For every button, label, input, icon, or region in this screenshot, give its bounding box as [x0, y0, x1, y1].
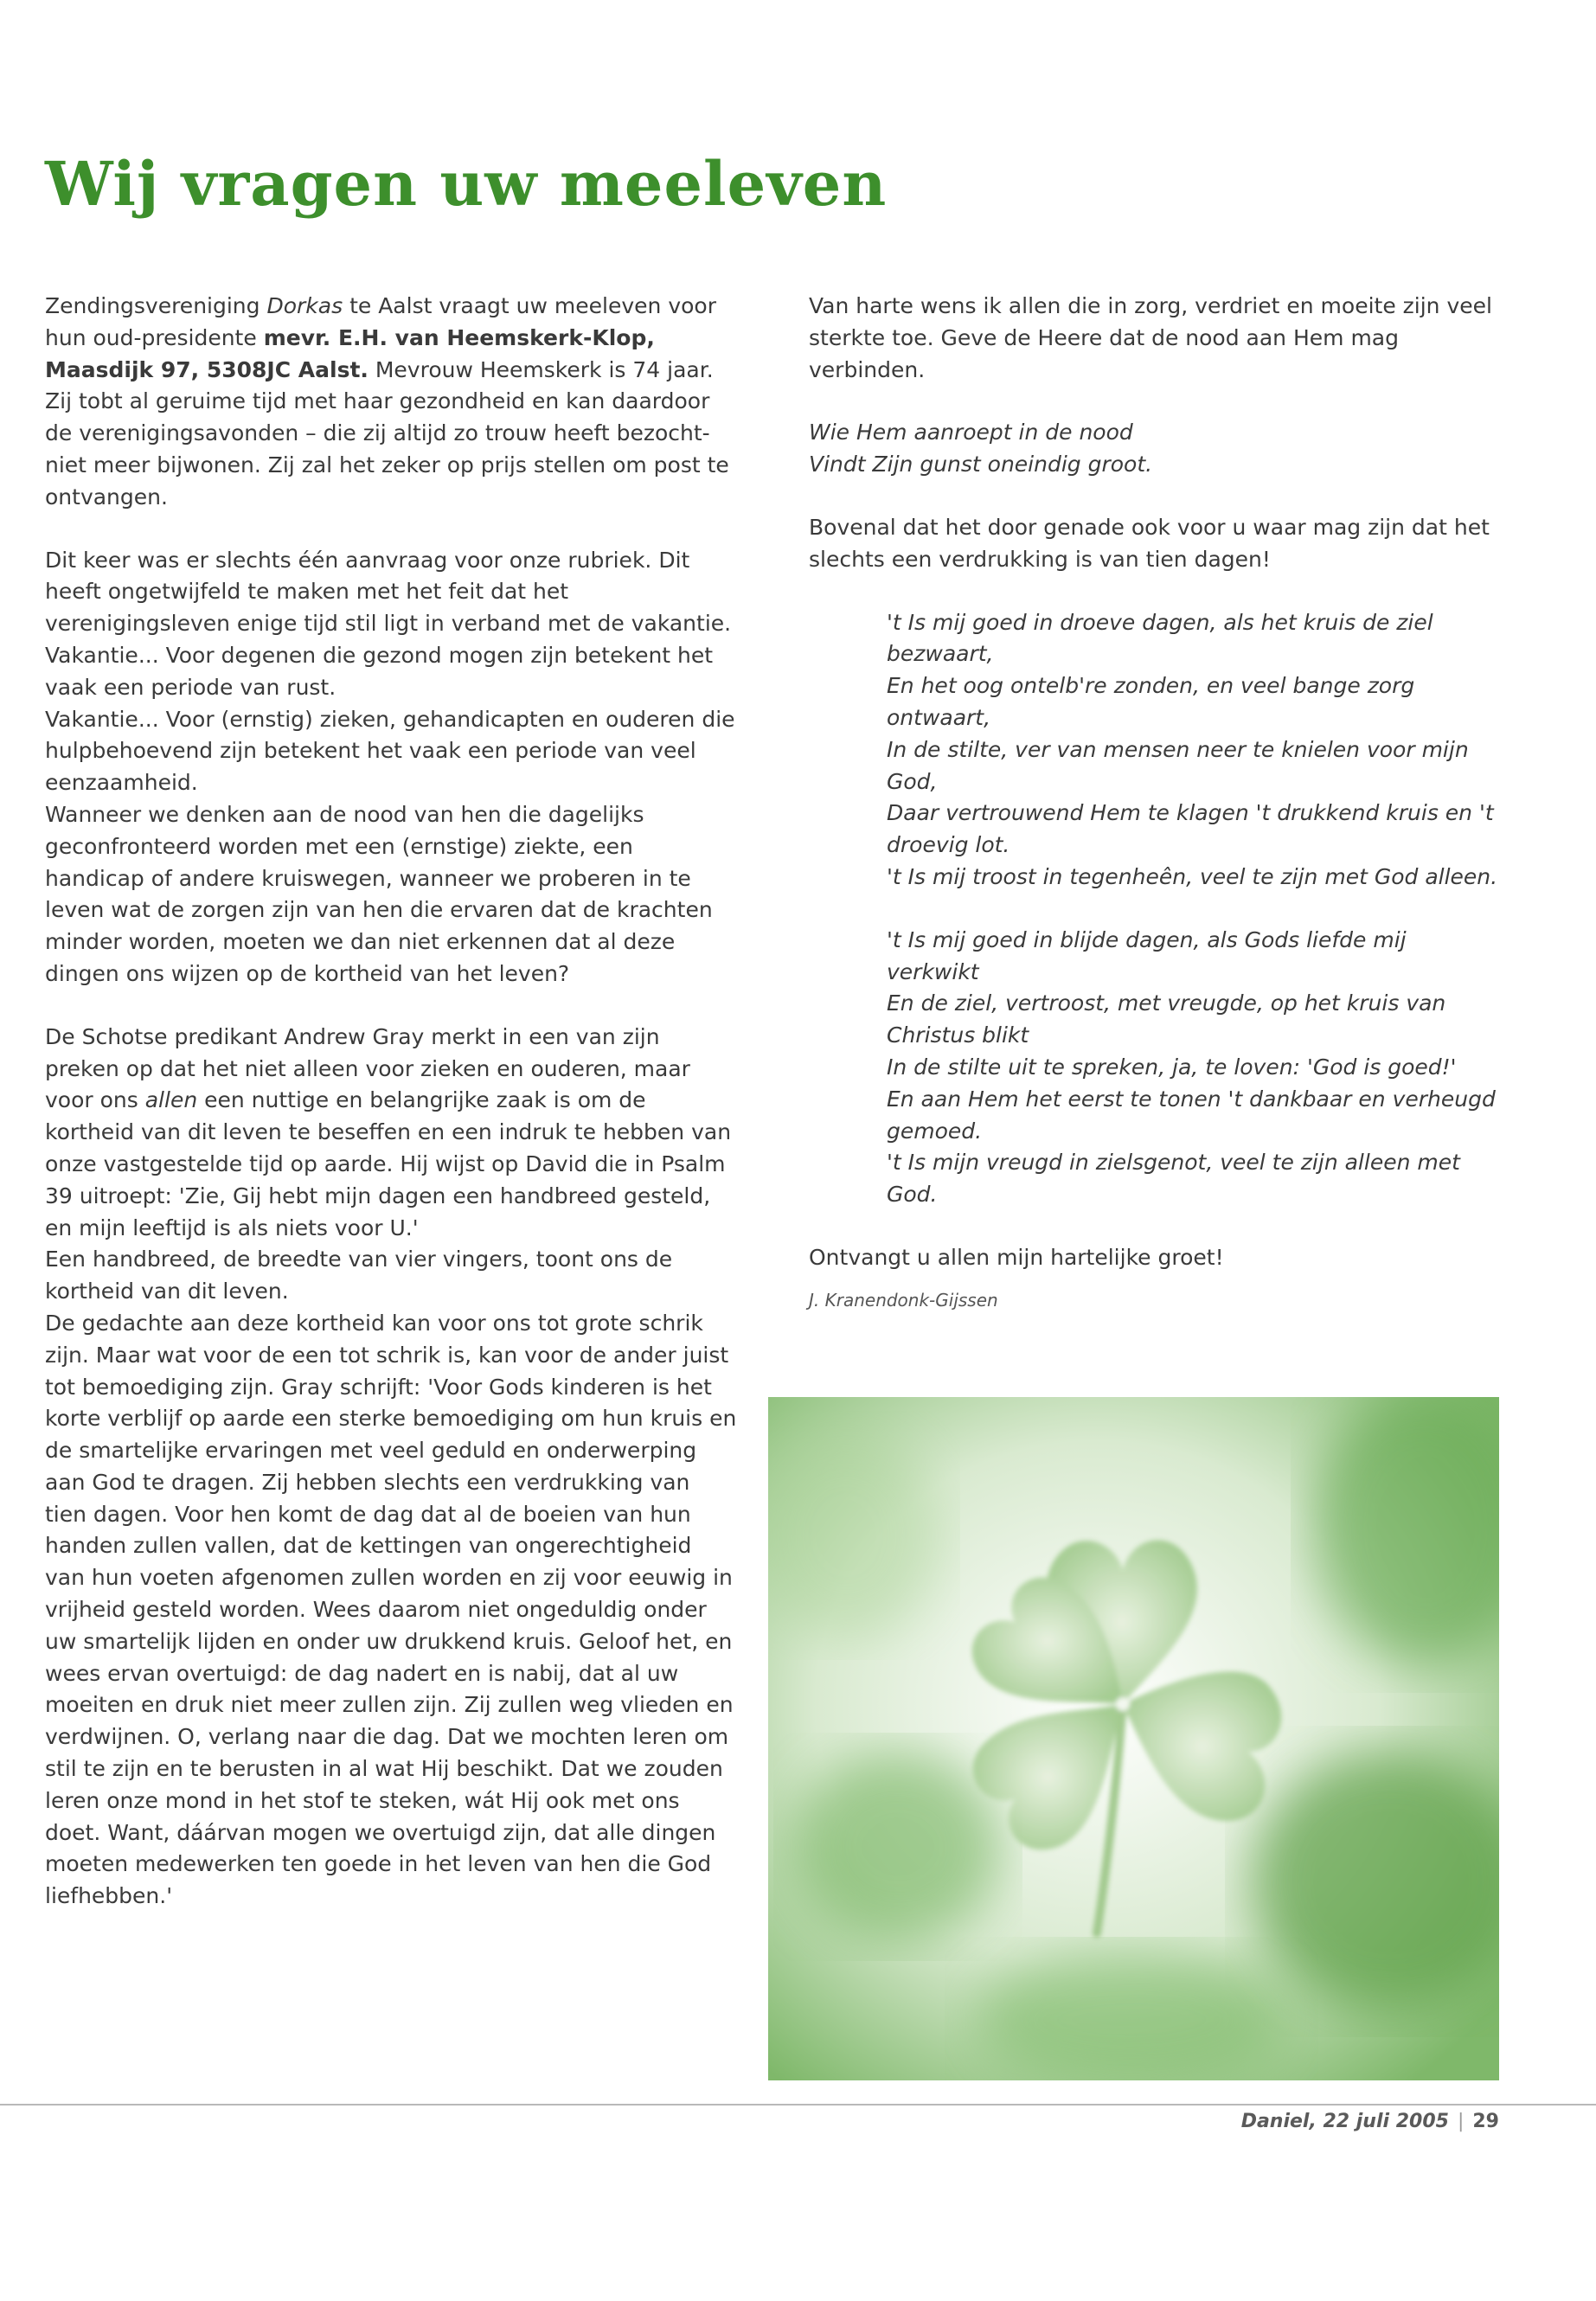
body-line: Een handbreed, de breedte van vier vingers, toont ons de kortheid van dit leven. — [45, 1247, 673, 1304]
poem-stanza-1 — [887, 607, 1501, 894]
intro-text: te Aalst vraagt uw meeleven voor hun oud-presidente — [45, 293, 716, 350]
poem-line: En aan Hem het eerst te tonen 't dankbaar en verheugd gemoed. — [887, 1086, 1496, 1144]
intro-text: Zendingsvereniging — [45, 293, 267, 318]
poem-line: En het oog ontelb're zonden, en veel bange zorg ontwaart, — [887, 673, 1415, 730]
body-line: Dit keer was er slechts één aanvraag voor onze rubriek. Dit heeft ongetwijfeld te maken met het feit dat het verenigingsleven enige tijd stil ligt in verband met de vakantie. — [45, 547, 732, 637]
wishes-paragraph — [809, 291, 1501, 386]
poem-line: En de ziel, vertroost, met vreugde, op het kruis van Christus blikt — [887, 990, 1446, 1048]
body-line: De gedachte aan deze kortheid kan voor ons tot grote schrik zijn. Maar wat voor de een tot schrik is, kan voor de ander juist tot bemoediging zijn. Gray schrijft: 'Voor Gods kinderen is het korte verblijf op aarde een sterke bemoediging om hun kruis en de smartelijke ervaringen met veel geduld en onderwerping aan God te dragen. Zij hebben slechts een verdrukking van tien dagen. Voor hen komt de dag dat al de boeien van hun handen zullen vallen, dat de kettingen van ongerechtigheid van hun voeten afgenomen zullen worden en zij voor eeuwig in vrijheid gesteld worden. Wees daarom niet ongeduldig onder uw smartelijk lijden en onder uw drukkend kruis. Geloof het, en wees ervan overtuigd: de dag nadert en is nabij, dat al uw moeiten en druk niet meer zullen zijn. Zij zullen weg vlieden en verdwijnen. O, verlang naar die dag. Dat we mochten leren om stil te zijn en te berusten in al wat Hij beschikt. Dat we zouden leren onze mond in het stof te steken, wát Hij ook met ons doet. Want, dáárvan mogen we overtuigd zijn, dat alle dingen moeten medewerken ten goede in het leven van hen die God liefhebben.' — [45, 1310, 737, 1909]
address-text: mevr. E.H. van Heemskerk-Klop, Maasdijk 97, 5308JC Aalst. — [45, 324, 655, 382]
poem-line: 't Is mijn vreugd in zielsgenot, veel te zijn alleen met God. — [887, 1150, 1460, 1208]
publication-info: Daniel, 22 juli 2005 — [1240, 2111, 1449, 2132]
right-column — [809, 291, 1501, 1311]
footer-rule — [0, 2104, 1596, 2106]
body-line: Vakantie... Voor degenen die gezond mogen zijn betekent het vaak een periode van rust. — [45, 642, 714, 700]
poem-line: In de stilte, ver van mensen neer te knielen voor mijn God, — [887, 736, 1469, 794]
poem-stanza-2 — [887, 925, 1501, 1211]
body-text: De Schotse predikant Andrew Gray merkt in een van zijn preken op dat het niet alleen voor zieken en ouderen, maar voor ons — [45, 1023, 690, 1113]
page-footer — [1241, 2111, 1499, 2132]
poem-line: 't Is mij troost in tegenheên, veel te zijn met God alleen. — [887, 863, 1498, 889]
closing-paragraph — [809, 1242, 1501, 1274]
body-line: Van harte wens ik allen die in zorg, verdriet en moeite zijn veel sterkte toe. Geve de Heere dat de nood aan Hem mag verbinden. — [809, 293, 1492, 382]
organization-name: Dorkas — [266, 293, 343, 318]
body-line: Wanneer we denken aan de nood van hen die dagelijks geconfronteerd worden met een (ernstige) ziekte, een handicap of andere kruiswegen, wanneer we proberen in te leven wat de zorgen zijn van hen die ervaren dat de krachten minder worden, moeten we dan niet erkennen dat al deze dingen ons wijzen op de kortheid van het leven? — [45, 801, 713, 986]
author-signature: J. Kranendonk-Gijssen — [809, 1289, 998, 1311]
intro-paragraph — [45, 291, 737, 514]
body-text: een nuttige en belangrijke zaak is om de kortheid van dit leven te beseffen en een indruk te hebben van onze vastgestelde tijd op aarde. Hij wijst op David die in Psalm 39 uitroept: 'Zie, Gij hebt mijn dagen een handbreed gesteld, en mijn leeftijd is als niets voor U.' — [45, 1087, 732, 1240]
left-column — [45, 291, 737, 1944]
intro-text: Mevrouw Heemskerk is 74 jaar. Zij tobt al geruime tijd met haar gezondheid en kan daardoor de verenigingsavonden – die zij altijd zo trouw heeft bezocht- niet meer bijwonen. Zij zal het zeker op prijs stellen om post te ontvangen. — [45, 356, 729, 510]
vacation-paragraph — [45, 545, 737, 990]
footer-separator: | — [1457, 2111, 1465, 2132]
hope-paragraph — [809, 512, 1501, 576]
poem-line: Daar vertrouwend Hem te klagen 't drukkend kruis en 't droevig lot. — [887, 800, 1494, 858]
poem-line: 't Is mij goed in droeve dagen, als het kruis de ziel bezwaart, — [887, 609, 1433, 667]
page-number: 29 — [1472, 2111, 1499, 2132]
body-line: Vakantie... Voor (ernstig) zieken, gehandicapten en ouderen die hulpbehoevend zijn betekent het vaak een periode van veel eenzaamheid. — [45, 706, 735, 796]
couplet-line: Vindt Zijn gunst oneindig groot. — [809, 452, 1153, 478]
couplet-line: Wie Hem aanroept in de nood — [809, 420, 1133, 445]
poem-line: In de stilte uit te spreken, ja, te loven: 'God is goed!' — [887, 1054, 1457, 1080]
body-line: Bovenal dat het door genade ook voor u waar mag zijn dat het slechts een verdrukking is van tien dagen! — [809, 514, 1490, 572]
clover-image — [768, 1397, 1499, 2080]
gray-paragraph — [45, 1022, 737, 1913]
emphasis-text: allen — [144, 1087, 198, 1113]
article-title: Wij vragen uw meeleven — [45, 148, 888, 220]
poem-line: 't Is mij goed in blijde dagen, als Gods liefde mij verkwikt — [887, 926, 1407, 984]
closing-line: Ontvangt u allen mijn hartelijke groet! — [809, 1244, 1224, 1270]
couplet — [809, 417, 1501, 481]
